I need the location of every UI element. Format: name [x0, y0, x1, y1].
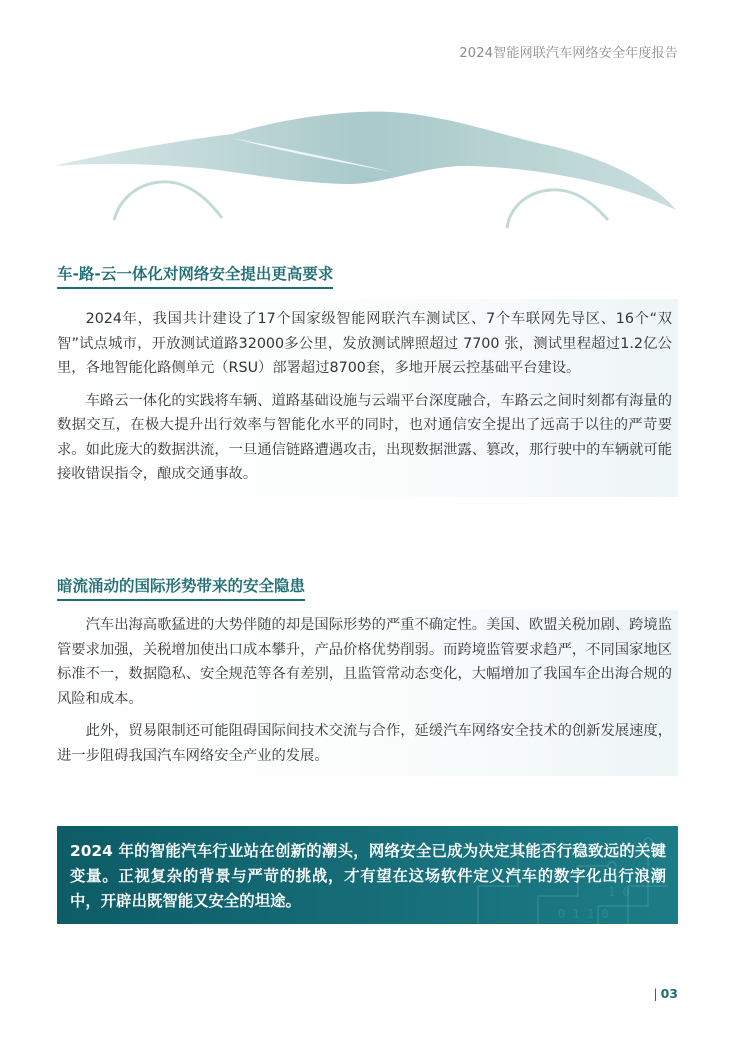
paragraph: 汽车出海高歌猛进的大势伴随的却是国际形势的严重不确定性。美国、欧盟关税加剧、跨境监管要求加强，关税增加使出口成本攀升，产品价格优势削弱。而跨境监管要求趋严，不同国家地区标准不一，数据隐私、安全规范等各有差别，且监管常动态变化，大幅增加了我国车企出海合规的风险和成本。	[57, 617, 672, 707]
page-number-separator: |	[653, 986, 658, 1001]
page-number	[653, 986, 678, 1001]
paragraph: 此外，贸易限制还可能阻碍国际间技术交流与合作，延缓汽车网络安全技术的创新发展速度，进一步阻碍我国汽车网络安全产业的发展。	[57, 723, 672, 764]
section-heading-international-situation: 暗流涌动的国际形势带来的安全隐患	[57, 576, 305, 601]
section-heading-vehicle-road-cloud: 车-路-云一体化对网络安全提出更高要求	[57, 264, 333, 289]
callout-text: 2024 年的智能汽车行业站在创新的潮头，网络安全已成为决定其能否行稳致远的关键变量。正视复杂的背景与严苛的挑战，才有望在这场软件定义汽车的数字化出行浪潮中，开辟出既智能又安全的坦途。	[70, 842, 666, 910]
summary-callout	[57, 826, 678, 924]
svg-text:0 1 1 0: 0 1 1 0	[558, 907, 609, 921]
page-number-value: 03	[660, 986, 678, 1001]
car-silhouette-icon	[52, 108, 678, 228]
section-body-vehicle-road-cloud	[57, 299, 678, 497]
svg-text:1 0: 1 0	[608, 885, 630, 899]
report-title: 2024智能网联汽车网络安全年度报告	[459, 46, 678, 61]
section-body-international-situation	[57, 610, 678, 776]
paragraph: 2024年，我国共计建设了17个国家级智能网联汽车测试区、7个车联网先导区、16个“双智”试点城市，开放测试道路32000多公里，发放测试牌照超过 7700 张，测试里程超过1.2亿公里，各地智能化路侧单元（RSU）部署超过8700套，多地开展云控基础平台建设。	[57, 311, 672, 376]
paragraph: 车路云一体化的实践将车辆、道路基础设施与云端平台深度融合，车路云之间时刻都有海量的数据交互，在极大提升出行效率与智能化水平的同时，也对通信安全提出了远高于以往的严苛要求。如此庞大的数据洪流，一旦通信链路遭遇攻击，出现数据泄露、篡改，那行驶中的车辆就可能接收错误指令，酿成交通事故。	[57, 392, 672, 482]
